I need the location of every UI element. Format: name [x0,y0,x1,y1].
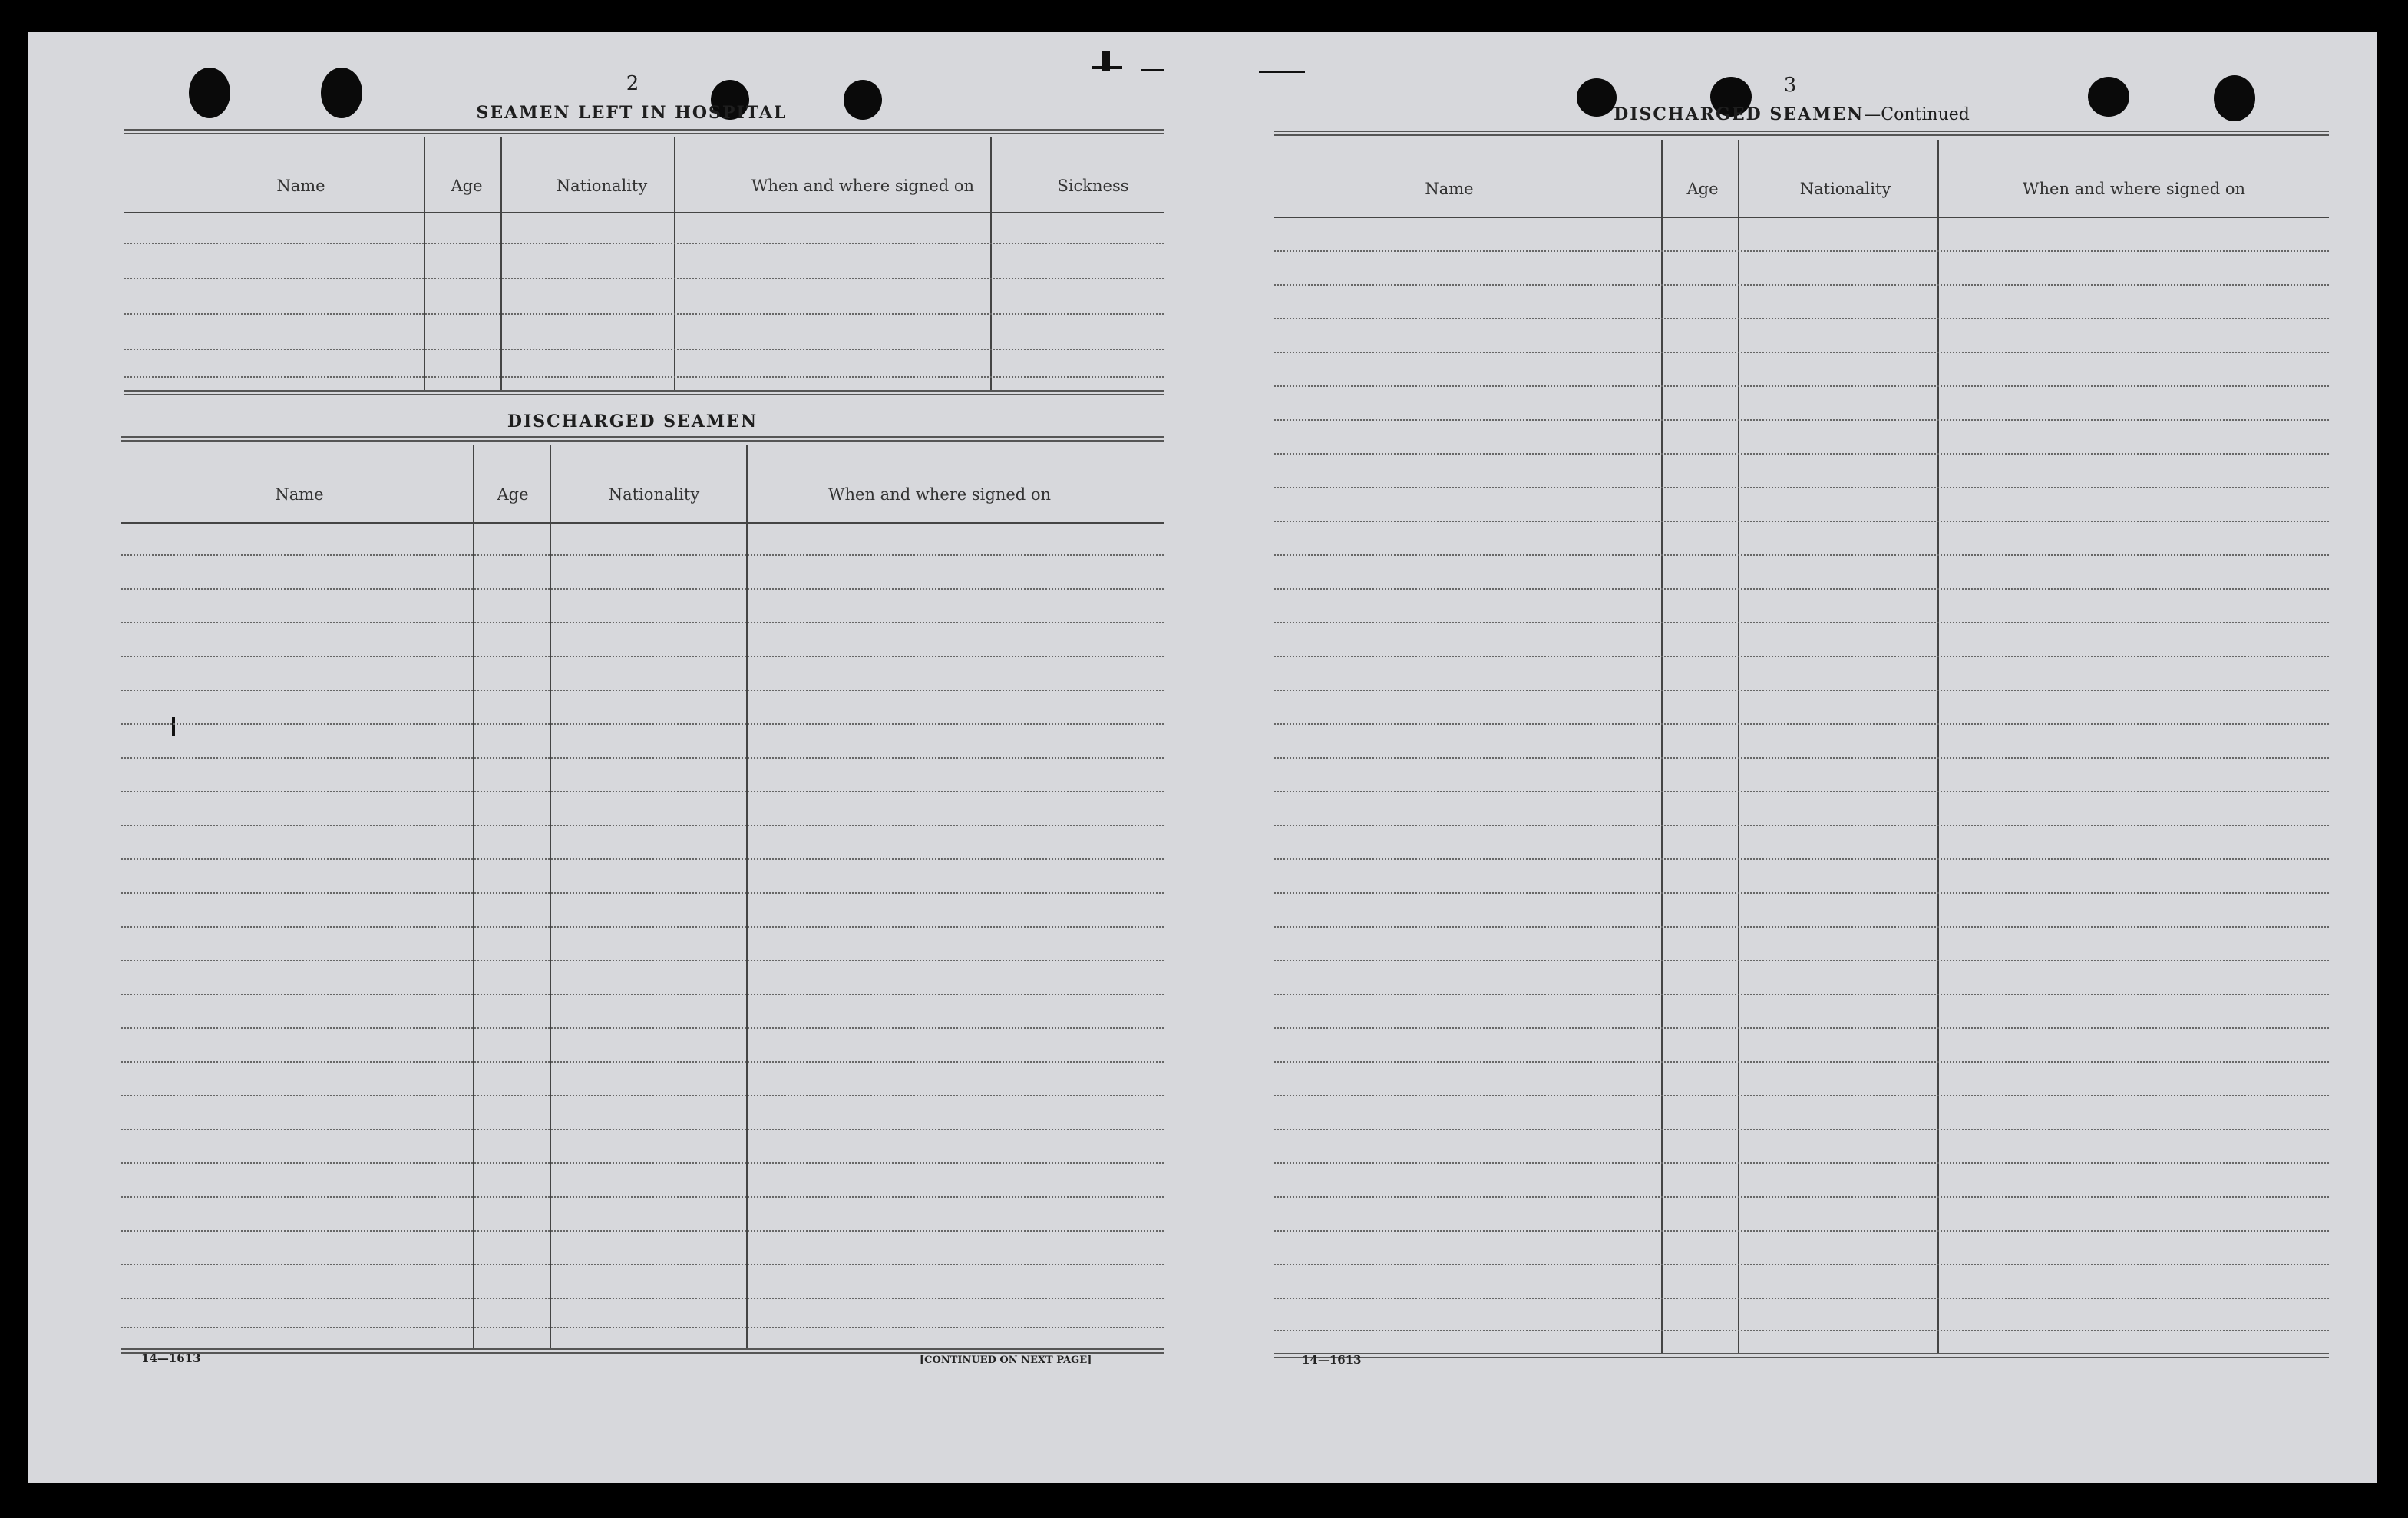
section-title-hospital: SEAMEN LEFT IN HOSPITAL [476,103,788,123]
punch-hole-icon [844,80,882,120]
hospital-table [124,129,1164,427]
punch-hole-icon [1577,78,1617,117]
column-header-sickness: Sickness [1057,177,1129,195]
page-number: 3 [1783,74,1797,97]
ink-mark [1259,71,1305,73]
ink-mark [1141,69,1164,71]
column-header-nationality: Nationality [608,485,700,504]
column-header-signed-on: When and where signed on [827,485,1052,504]
punch-hole-icon [189,68,230,118]
punch-hole-icon [321,68,362,118]
continued-note: [CONTINUED ON NEXT PAGE] [920,1354,1092,1366]
column-header-signed-on: When and where signed on [751,177,975,195]
form-number: 14—1613 [141,1351,201,1365]
column-header-nationality: Nationality [556,177,648,195]
ink-mark [1092,66,1122,69]
discharged-table-left [121,436,1164,1388]
form-sheet [28,32,2377,1483]
column-header-age: Age [1686,180,1719,198]
column-header-name: Name [275,485,324,504]
column-header-signed-on: When and where signed on [2022,180,2246,198]
section-title-discharged-continued: DISCHARGED SEAMEN—Continued [1614,104,1970,124]
discharged-table-right [1274,131,2329,1390]
column-header-age: Age [451,177,483,195]
column-header-name: Name [276,177,325,195]
column-header-name: Name [1425,180,1474,198]
column-header-nationality: Nationality [1799,180,1891,198]
punch-hole-icon [2088,77,2129,117]
column-header-age: Age [497,485,529,504]
section-title-discharged: DISCHARGED SEAMEN [507,412,758,432]
punch-hole-icon [2214,75,2255,121]
form-number: 14—1613 [1302,1353,1362,1367]
page-number: 2 [626,72,639,95]
